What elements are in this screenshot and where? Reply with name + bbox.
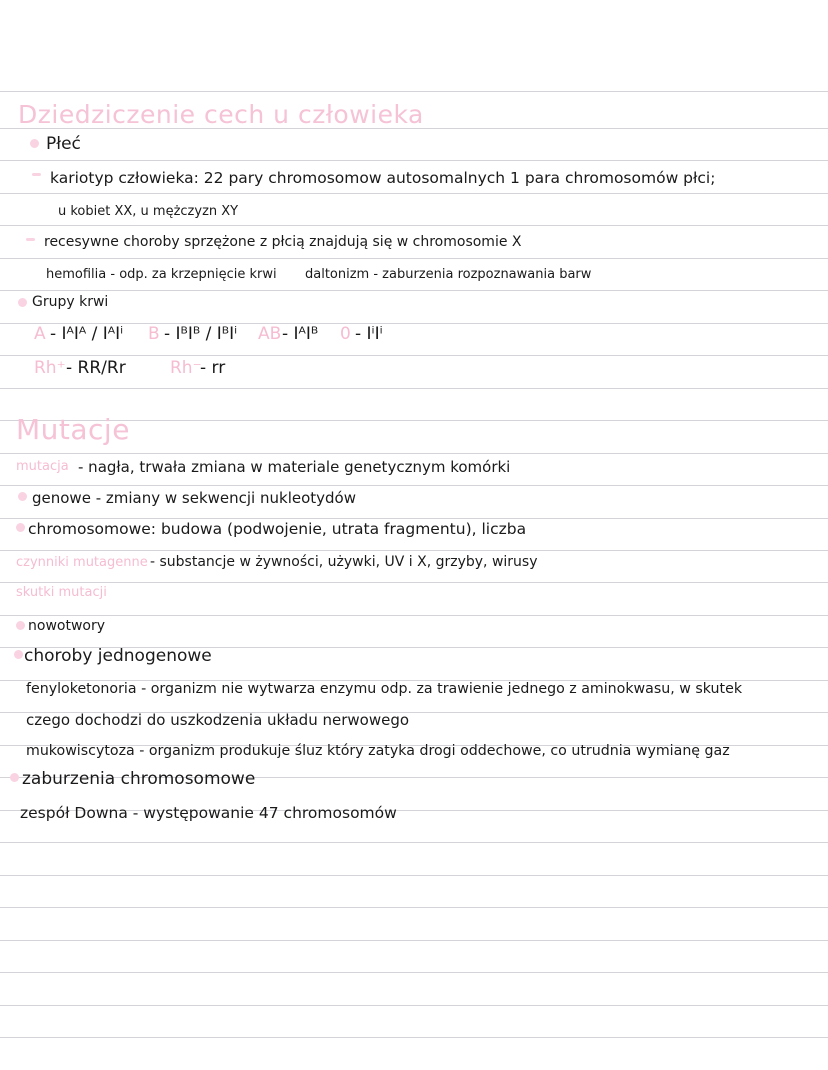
bullet-dot: [16, 621, 25, 630]
bullet-dot: [16, 523, 25, 532]
fenyloketonoria-line-2: czego dochodzi do uszkodzenia układu nerwowego: [26, 711, 410, 729]
daltonizm-line: daltonizm - zaburzenia rozpoznawania barw: [305, 267, 592, 282]
kariotyp-line: kariotyp człowieka: 22 pary chromosomow autosomalnych 1 para chromosomów płci;: [50, 169, 716, 187]
blood-type-ab-genotype: - IᴬIᴮ: [282, 324, 319, 344]
blood-type-a: A: [34, 324, 46, 344]
bullet-dash: [26, 238, 35, 241]
genowe-line: genowe - zmiany w sekwencji nukleotydów: [32, 489, 356, 507]
rh-minus-genotype: - rr: [200, 358, 226, 378]
recesywne-line: recesywne choroby sprzężone z płcią znajdują się w chromosomie X: [44, 234, 522, 250]
skutki-label: skutki mutacji: [16, 585, 107, 600]
grupy-krwi-label: Grupy krwi: [32, 294, 109, 310]
bullet-dot: [30, 139, 39, 148]
rh-plus-genotype: - RR/Rr: [66, 358, 126, 378]
nowotwory-line: nowotwory: [28, 618, 105, 634]
zaburzenia-line: zaburzenia chromosomowe: [22, 769, 256, 789]
blood-type-0: 0: [340, 324, 351, 344]
bullet-dash: [32, 173, 41, 176]
rh-plus: Rh⁺: [34, 358, 66, 378]
mukowiscydoza-line: mukowiscytoza - organizm produkuje śluz który zatyka drogi oddechowe, co utrudnia wymianę gaz: [26, 743, 730, 759]
fenyloketonoria-line-1: fenyloketonoria - organizm nie wytwarza enzymu odp. za trawienie jednego z aminokwasu, w skutek: [26, 681, 743, 697]
kobiety-line: u kobiet XX, u mężczyzn XY: [58, 204, 239, 219]
blood-type-ab: AB: [258, 324, 282, 344]
chromosomowe-line: chromosomowe: budowa (podwojenie, utrata fragmentu), liczba: [28, 520, 527, 538]
mutacja-definition: - nagła, trwała zmiana w materiale genetycznym komórki: [78, 458, 511, 476]
bullet-dot: [14, 650, 23, 659]
zespol-downa-line: zespół Downa - występowanie 47 chromosomów: [20, 804, 397, 822]
blood-type-0-genotype: - IⁱIⁱ: [355, 324, 383, 344]
section-title-mutacje: Mutacje: [16, 413, 130, 446]
czynniki-label: czynniki mutagenne: [16, 555, 148, 570]
section-title-dziedziczenie: Dziedziczenie cech u człowieka: [18, 100, 424, 129]
bullet-dot: [10, 773, 19, 782]
mutacja-label: mutacja: [16, 459, 69, 474]
hemofilia-line: hemofilia - odp. za krzepnięcie krwi: [46, 267, 277, 282]
blood-type-b: B: [148, 324, 160, 344]
plec-label: Płeć: [46, 134, 81, 154]
blood-type-b-genotype: - IᴮIᴮ / IᴮIⁱ: [164, 324, 238, 344]
bullet-dot: [18, 492, 27, 501]
blood-type-a-genotype: - IᴬIᴬ / IᴬIⁱ: [50, 324, 124, 344]
bullet-dot: [18, 298, 27, 307]
czynniki-definition: - substancje w żywności, używki, UV i X, grzyby, wirusy: [150, 554, 538, 570]
choroby-line: choroby jednogenowe: [24, 646, 212, 666]
rh-minus: Rh⁻: [170, 358, 202, 378]
